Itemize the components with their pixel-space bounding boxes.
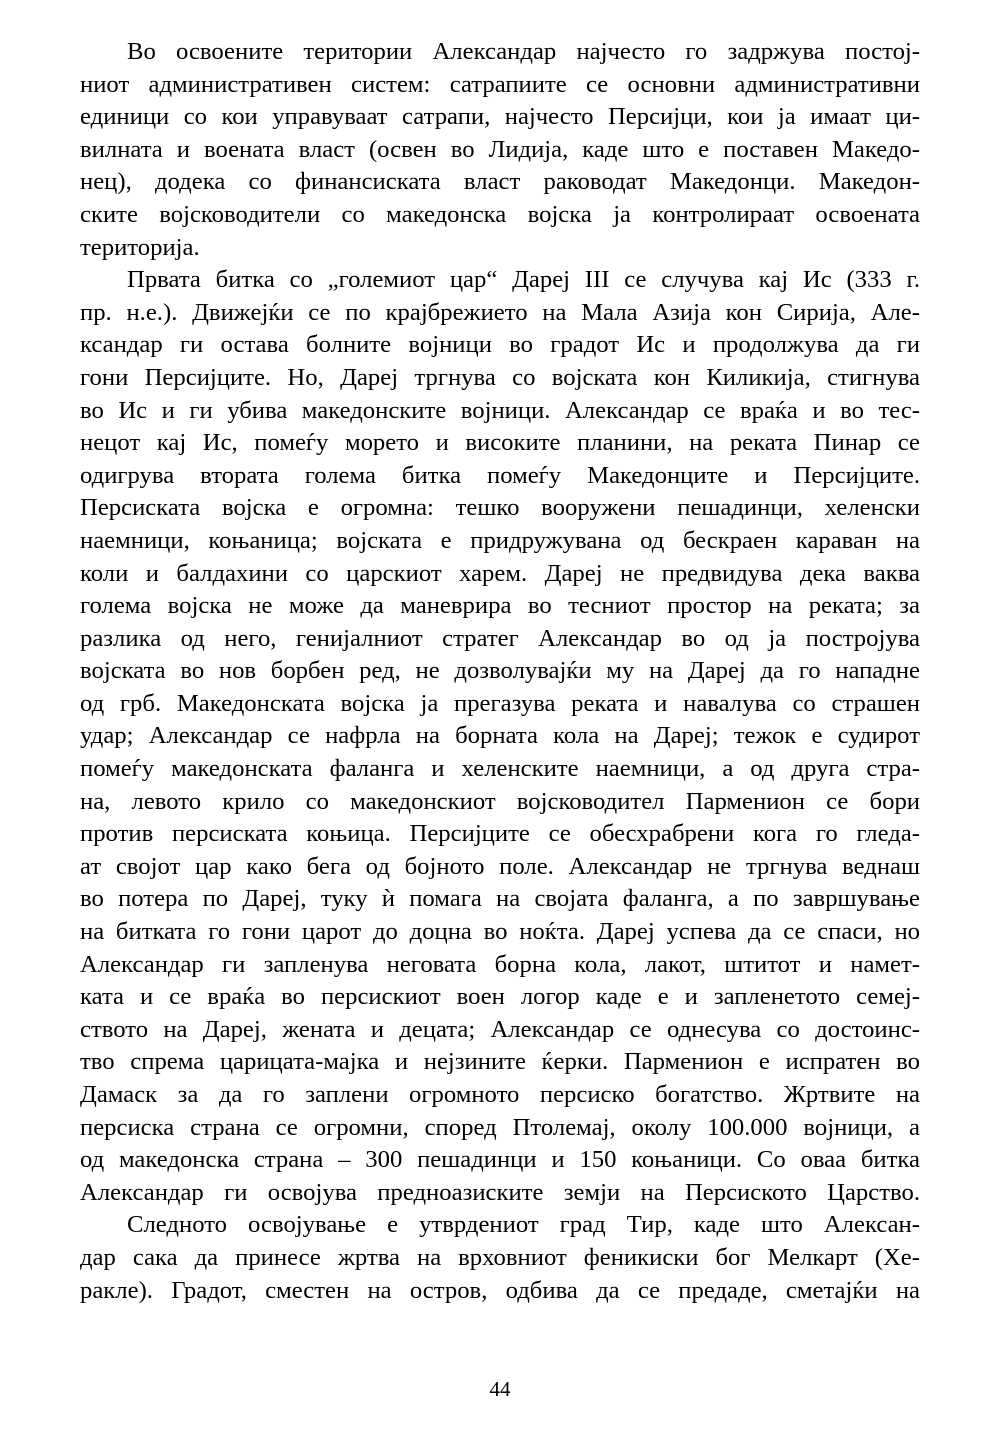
- text-line: гони Персијците. Но, Дареј тргнува со војската кон Киликија, стигнува: [80, 363, 920, 391]
- text-line: единици со кои управуваат сатрапи, најчесто Персијци, кои ја имаат ци-: [80, 103, 920, 131]
- text-line: тво спрема царицата-мајка и нејзините ќерки. Парменион е испратен во: [80, 1048, 920, 1076]
- text-line: пр. н.е.). Движејќи се по крајбрежието на Мала Азија кон Сирија, Але-: [80, 298, 920, 326]
- text-line: Александар ги запленува неговата борна кола, лакот, штитот и намет-: [80, 950, 920, 978]
- text-line: разлика од него, генијалниот стратег Александар во од ја постројува: [80, 624, 920, 652]
- body-text: [80, 36, 920, 1307]
- text-line: против персиската коњица. Персијците се обесхрабрени кога го гледа-: [80, 820, 920, 848]
- text-line: Александар ги освојува предноазиските земји на Персиското Царство.: [80, 1178, 920, 1206]
- text-line: од македонска страна – 300 пешадинци и 150 коњаници. Со оваа битка: [80, 1146, 920, 1174]
- text-line: персиска страна се огромни, според Птолемај, околу 100.000 војници, а: [80, 1113, 920, 1141]
- text-line: ракле). Градот, сместен на остров, одбива да се предаде, сметајќи на: [80, 1276, 920, 1304]
- text-line: територија.: [80, 233, 200, 261]
- text-line: ските војсководители со македонска војска ја контролираат освоената: [80, 200, 920, 228]
- text-line: на битката го гони царот до доцна во ноќта. Дареј успева да се спаси, но: [80, 918, 920, 946]
- text-line: ниот административен систем: сатрапиите се основни административни: [80, 70, 920, 98]
- text-line: дар сака да принесе жртва на врховниот феникиски бог Мелкарт (Хе-: [80, 1243, 920, 1271]
- paragraph: [80, 264, 920, 1209]
- page-number: 44: [489, 1377, 511, 1401]
- text-line: Следното освојување е утврдениот град Тир, каде што Алексан-: [127, 1211, 920, 1239]
- text-line: во потера по Дареј, туку ѝ помага на својата фаланга, а по завршување: [80, 885, 920, 913]
- text-line: Дамаск за да го заплени огромното персиско богатство. Жртвите на: [80, 1081, 920, 1108]
- text-line: помеѓу македонската фаланга и хеленските наемници, а од друга стра-: [80, 755, 920, 783]
- text-line: нец), додека со финансиската власт раководат Македонци. Македон-: [80, 168, 920, 196]
- text-line: вилната и воената власт (освен во Лидија, каде што е поставен Македо-: [80, 135, 920, 163]
- text-line: Првата битка со „големиот цар“ Дареј III се случува кај Ис (333 г.: [127, 266, 920, 294]
- text-line: удар; Александар се нафрла на борната кола на Дареј; тежок е судирот: [80, 722, 920, 750]
- text-line: коли и балдахини со царскиот харем. Дареј не предвидува дека ваква: [80, 559, 920, 587]
- text-line: ксандар ги остава болните војници во градот Ис и продолжува да ги: [80, 331, 920, 359]
- paragraph: [80, 1209, 920, 1307]
- text-line: ството на Дареј, жената и децата; Александар се однесува со достоинс-: [80, 1015, 920, 1043]
- text-line: голема војска не може да маневрира во тесниот простор на реката; за: [80, 592, 920, 620]
- text-line: наемници, коњаница; војската е придружувана од бескраен караван на: [80, 526, 920, 554]
- text-line: Персиската војска е огромна: тешко вооружени пешадинци, хеленски: [80, 494, 920, 522]
- text-line: ат својот цар како бега од бојното поле. Александар не тргнува веднаш: [80, 852, 920, 880]
- text-line: од грб. Македонската војска ја прегазува реката и навалува со страшен: [80, 689, 920, 717]
- text-line: во Ис и ги убива македонските војници. Александар се враќа и во тес-: [80, 396, 920, 424]
- text-line: војската во нов борбен ред, не дозволувајќи му на Дареј да го нападне: [80, 657, 920, 685]
- text-line: на, левото крило со македонскиот војсководител Парменион се бори: [80, 787, 920, 815]
- text-line: Во освоените територии Александар најчесто го задржува постој-: [127, 38, 920, 65]
- text-line: ката и се враќа во персискиот воен логор каде е и запленетото семеј-: [80, 983, 920, 1011]
- text-line: одигрува втората голема битка помеѓу Македонците и Персијците.: [80, 461, 920, 489]
- paragraph: [80, 36, 920, 264]
- text-line: нецот кај Ис, помеѓу морето и високите планини, на реката Пинар се: [80, 429, 920, 457]
